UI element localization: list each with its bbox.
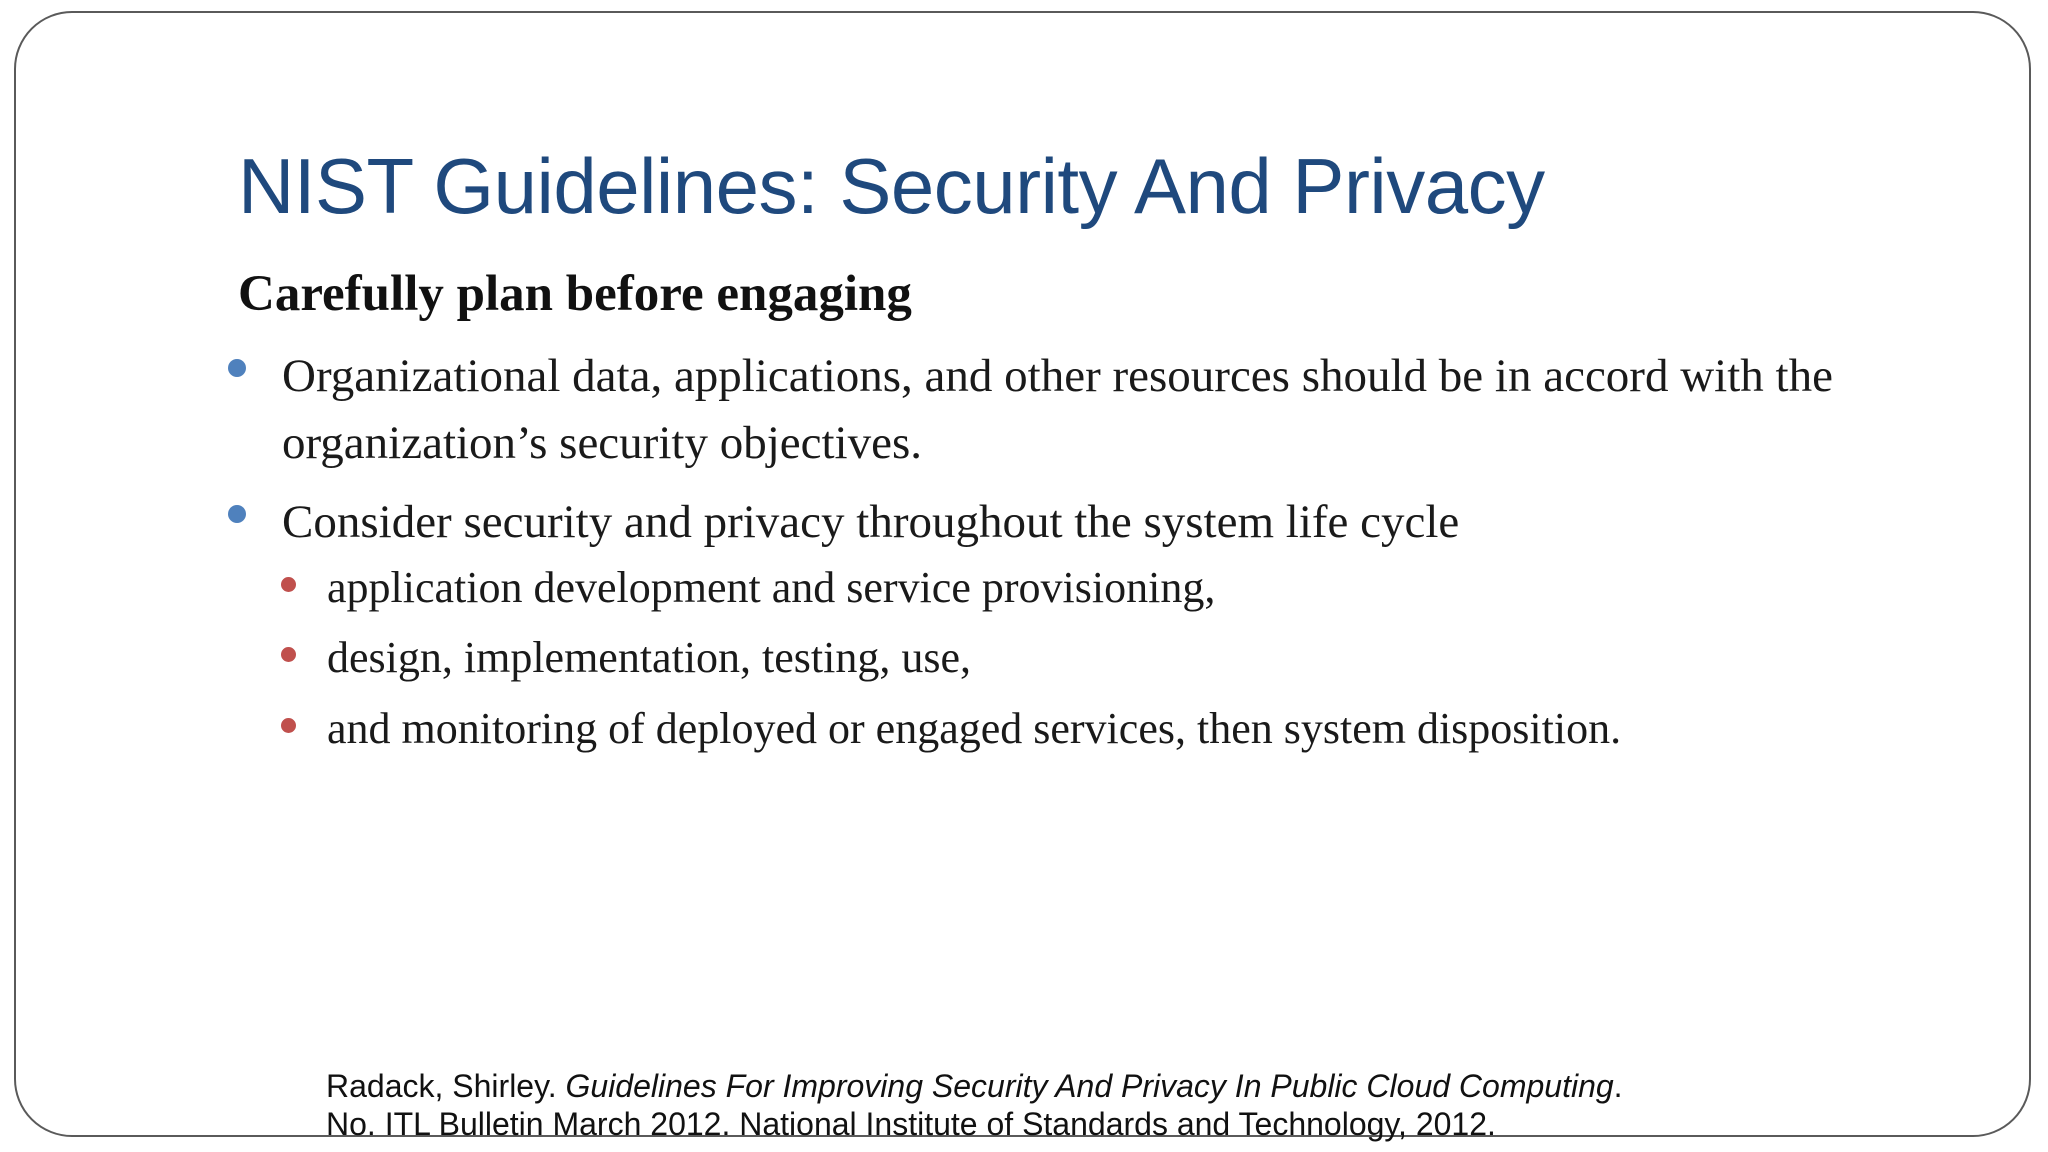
sub-bullet-dot-red: [281, 577, 296, 592]
citation-work-title: Guidelines For Improving Security And Privacy In Public Cloud Computing: [565, 1068, 1614, 1104]
bullet-dot-blue: [228, 359, 246, 377]
citation-punctuation: .: [1613, 1068, 1623, 1104]
sub-bullet-item-2: design, implementation, testing, use,: [327, 633, 972, 682]
bullet-dot-blue: [228, 505, 246, 523]
sub-bullet-item-1: application development and service provisioning,: [327, 563, 1216, 612]
bullet-item-2: Consider security and privacy throughout the system life cycle: [282, 496, 1460, 548]
sub-bullet-dot-red: [281, 647, 296, 662]
slide-frame: [14, 11, 2031, 1142]
sub-bullet-item-3: and monitoring of deployed or engaged services, then system disposition.: [327, 704, 1622, 753]
citation: [326, 1067, 1623, 1143]
slide-title: NIST Guidelines: Security And Privacy: [238, 142, 1545, 230]
sub-bullet-dot-red: [281, 718, 296, 733]
bullet-item-1: Organizational data, applications, and other resources should be in accord with the organization’s security objectives.: [282, 350, 1833, 469]
slide-subheading: Carefully plan before engaging: [238, 266, 912, 322]
citation-line-1: [326, 1067, 1623, 1105]
citation-author: Radack, Shirley.: [326, 1068, 566, 1104]
citation-line-2: No. ITL Bulletin March 2012. National Institute of Standards and Technology, 2012.: [326, 1106, 1496, 1142]
